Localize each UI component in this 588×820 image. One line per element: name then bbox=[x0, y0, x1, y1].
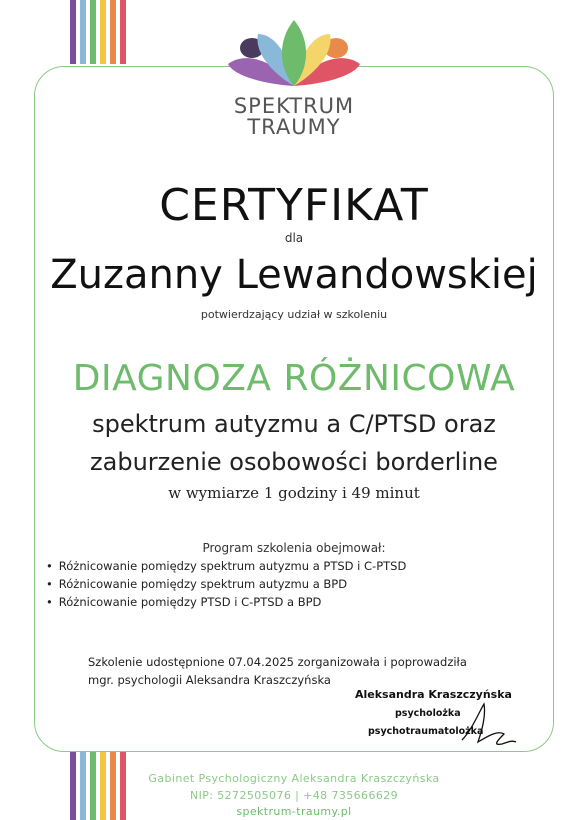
program-title: Program szkolenia obejmował: bbox=[202, 541, 386, 555]
stripe bbox=[120, 0, 126, 64]
brand-name-line1: SPEKTRUM bbox=[233, 94, 355, 118]
signature-role-2: psychotraumatolożka bbox=[368, 726, 484, 737]
stripe bbox=[110, 0, 116, 64]
confirmation-text: potwierdzający udział w szkoleniu bbox=[200, 308, 388, 321]
stripe bbox=[80, 0, 86, 64]
signature-role-1: psycholożka bbox=[395, 708, 461, 719]
course-subtitle-1: spektrum autyzmu a C/PTSD oraz bbox=[92, 410, 496, 438]
program-list bbox=[46, 557, 406, 611]
certificate-frame bbox=[34, 66, 554, 752]
recipient-name: Zuzanny Lewandowskiej bbox=[50, 252, 538, 298]
footer-office-name: Gabinet Psychologiczny Aleksandra Kraszczyńska bbox=[148, 772, 440, 785]
footer-website-link[interactable]: spektrum-traumy.pl bbox=[236, 805, 352, 818]
shared-info-line2: mgr. psychologii Aleksandra Kraszczyńska bbox=[88, 673, 331, 687]
certificate-heading: CERTYFIKAT bbox=[159, 180, 429, 231]
stripe bbox=[90, 0, 96, 64]
handwritten-signature-icon bbox=[458, 700, 518, 750]
list-item: • Różnicowanie pomiędzy spektrum autyzmu a PTSD i C-PTSD bbox=[46, 557, 406, 575]
stripe bbox=[70, 0, 76, 64]
course-title: DIAGNOZA RÓŻNICOWA bbox=[72, 358, 516, 399]
top-color-stripes bbox=[70, 0, 132, 64]
brand-name-line2: TRAUMY bbox=[247, 115, 341, 139]
shared-info-line1: Szkolenie udostępnione 07.04.2025 zorganizowała i poprowadziła bbox=[88, 655, 467, 669]
list-item: • Różnicowanie pomiędzy PTSD i C-PTSD a BPD bbox=[46, 593, 406, 611]
course-duration: w wymiarze 1 godziny i 49 minut bbox=[168, 484, 420, 502]
footer-contact: NIP: 5272505076 | +48 735666629 bbox=[189, 789, 399, 802]
signature-name: Aleksandra Kraszczyńska bbox=[355, 688, 512, 701]
for-label: dla bbox=[284, 231, 304, 245]
course-subtitle-2: zaburzenie osobowości borderline bbox=[90, 448, 498, 476]
list-item: • Różnicowanie pomiędzy spektrum autyzmu a BPD bbox=[46, 575, 406, 593]
stripe bbox=[100, 0, 106, 64]
